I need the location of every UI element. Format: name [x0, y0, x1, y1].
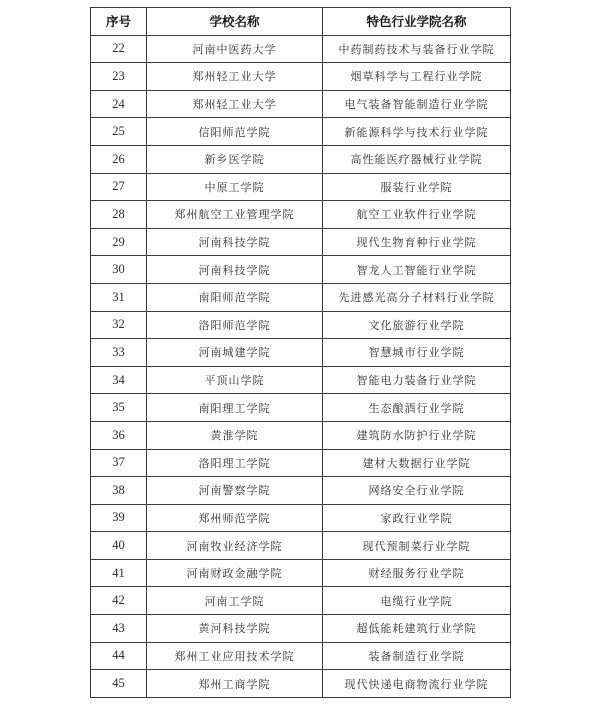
college-name-cell: 现代生物育种行业学院 — [323, 228, 511, 256]
table-row — [91, 670, 511, 698]
serial-number-cell: 28 — [91, 201, 147, 229]
college-name-cell: 家政行业学院 — [323, 504, 511, 532]
college-name-cell: 电气装备智能制造行业学院 — [323, 90, 511, 118]
serial-number-cell: 23 — [91, 63, 147, 91]
school-name-cell: 郑州轻工业大学 — [147, 63, 323, 91]
serial-number-cell: 37 — [91, 449, 147, 477]
college-name-cell: 航空工业软件行业学院 — [323, 201, 511, 229]
college-name-cell: 智慧城市行业学院 — [323, 339, 511, 367]
college-name-cell: 装备制造行业学院 — [323, 642, 511, 670]
college-name-cell: 文化旅游行业学院 — [323, 311, 511, 339]
serial-number-cell: 25 — [91, 118, 147, 146]
serial-number-cell: 30 — [91, 256, 147, 284]
college-name-cell: 现代快递电商物流行业学院 — [323, 670, 511, 698]
table-row — [91, 63, 511, 91]
serial-number-cell: 34 — [91, 366, 147, 394]
table-header — [91, 8, 511, 36]
school-name-cell: 郑州师范学院 — [147, 504, 323, 532]
college-name-cell: 烟草科学与工程行业学院 — [323, 63, 511, 91]
header-serial-number: 序号 — [91, 8, 147, 36]
school-name-cell: 平顶山学院 — [147, 366, 323, 394]
table-row — [91, 35, 511, 63]
school-name-cell: 河南科技学院 — [147, 256, 323, 284]
school-name-cell: 黄河科技学院 — [147, 615, 323, 643]
serial-number-cell: 29 — [91, 228, 147, 256]
school-name-cell: 黄淮学院 — [147, 421, 323, 449]
college-name-cell: 电缆行业学院 — [323, 587, 511, 615]
school-name-cell: 信阳师范学院 — [147, 118, 323, 146]
serial-number-cell: 32 — [91, 311, 147, 339]
table-row — [91, 477, 511, 505]
serial-number-cell: 40 — [91, 532, 147, 560]
school-name-cell: 郑州航空工业管理学院 — [147, 201, 323, 229]
serial-number-cell: 31 — [91, 283, 147, 311]
serial-number-cell: 22 — [91, 35, 147, 63]
school-name-cell: 郑州轻工业大学 — [147, 90, 323, 118]
college-name-cell: 先进感光高分子材料行业学院 — [323, 283, 511, 311]
serial-number-cell: 24 — [91, 90, 147, 118]
table-row — [91, 90, 511, 118]
school-name-cell: 郑州工业应用技术学院 — [147, 642, 323, 670]
college-name-cell: 财经服务行业学院 — [323, 559, 511, 587]
school-name-cell: 洛阳师范学院 — [147, 311, 323, 339]
serial-number-cell: 26 — [91, 145, 147, 173]
table-row — [91, 366, 511, 394]
table-row — [91, 118, 511, 146]
table-row — [91, 615, 511, 643]
school-name-cell: 河南城建学院 — [147, 339, 323, 367]
table-row — [91, 421, 511, 449]
school-name-cell: 洛阳理工学院 — [147, 449, 323, 477]
school-name-cell: 南阳师范学院 — [147, 283, 323, 311]
school-name-cell: 河南中医药大学 — [147, 35, 323, 63]
table-row — [91, 228, 511, 256]
school-name-cell: 河南科技学院 — [147, 228, 323, 256]
serial-number-cell: 33 — [91, 339, 147, 367]
school-name-cell: 郑州工商学院 — [147, 670, 323, 698]
school-name-cell: 新乡医学院 — [147, 145, 323, 173]
college-name-cell: 现代预制菜行业学院 — [323, 532, 511, 560]
school-name-cell: 河南警察学院 — [147, 477, 323, 505]
college-name-cell: 建材大数据行业学院 — [323, 449, 511, 477]
college-name-cell: 服装行业学院 — [323, 173, 511, 201]
header-college-name: 特色行业学院名称 — [323, 8, 511, 36]
serial-number-cell: 42 — [91, 587, 147, 615]
table-row — [91, 311, 511, 339]
school-name-cell: 河南牧业经济学院 — [147, 532, 323, 560]
college-name-cell: 生态酿酒行业学院 — [323, 394, 511, 422]
college-name-cell: 建筑防水防护行业学院 — [323, 421, 511, 449]
table-row — [91, 559, 511, 587]
serial-number-cell: 27 — [91, 173, 147, 201]
serial-number-cell: 44 — [91, 642, 147, 670]
school-name-cell: 中原工学院 — [147, 173, 323, 201]
table-body — [91, 35, 511, 697]
college-table — [90, 7, 511, 698]
school-name-cell: 河南工学院 — [147, 587, 323, 615]
table-row — [91, 532, 511, 560]
table-row — [91, 504, 511, 532]
serial-number-cell: 35 — [91, 394, 147, 422]
table-row — [91, 642, 511, 670]
school-name-cell: 河南财政金融学院 — [147, 559, 323, 587]
table-row — [91, 201, 511, 229]
table-row — [91, 394, 511, 422]
table-row — [91, 339, 511, 367]
college-name-cell: 超低能耗建筑行业学院 — [323, 615, 511, 643]
school-name-cell: 南阳理工学院 — [147, 394, 323, 422]
document-page — [90, 7, 510, 698]
serial-number-cell: 41 — [91, 559, 147, 587]
college-name-cell: 中药制药技术与装备行业学院 — [323, 35, 511, 63]
college-name-cell: 智龙人工智能行业学院 — [323, 256, 511, 284]
table-row — [91, 587, 511, 615]
header-school-name: 学校名称 — [147, 8, 323, 36]
table-row — [91, 173, 511, 201]
table-row — [91, 283, 511, 311]
college-name-cell: 高性能医疗器械行业学院 — [323, 145, 511, 173]
serial-number-cell: 45 — [91, 670, 147, 698]
table-row — [91, 256, 511, 284]
serial-number-cell: 43 — [91, 615, 147, 643]
serial-number-cell: 36 — [91, 421, 147, 449]
college-name-cell: 智能电力装备行业学院 — [323, 366, 511, 394]
serial-number-cell: 39 — [91, 504, 147, 532]
college-name-cell: 网络安全行业学院 — [323, 477, 511, 505]
serial-number-cell: 38 — [91, 477, 147, 505]
table-row — [91, 145, 511, 173]
table-row — [91, 449, 511, 477]
college-name-cell: 新能源科学与技术行业学院 — [323, 118, 511, 146]
header-row — [91, 8, 511, 36]
